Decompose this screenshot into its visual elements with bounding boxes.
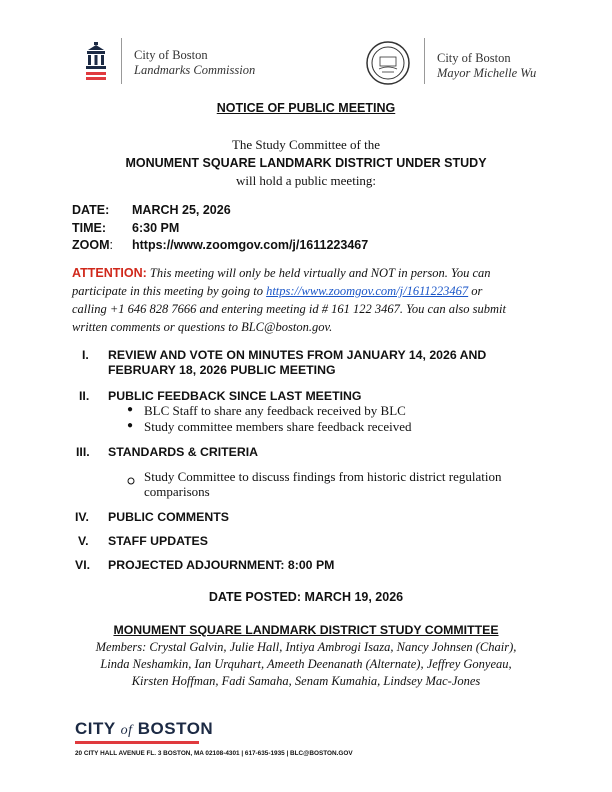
right-org-line2: Mayor Michelle Wu [437, 66, 537, 80]
date-row [72, 203, 231, 217]
district-name: MONUMENT SQUARE LANDMARK DISTRICT UNDER STUDY [125, 156, 487, 170]
sub-item [144, 469, 501, 499]
hollow-bullet-icon [127, 472, 135, 490]
zoom-row [72, 238, 368, 252]
time-value: 6:30 PM [132, 221, 180, 235]
zoom-url[interactable]: https://www.zoomgov.com/j/1611223467 [132, 238, 369, 252]
bullet-item: Study committee members share feedback received [144, 419, 412, 434]
agenda-num: IV. [75, 510, 89, 524]
left-org-line2: Landmarks Commission [134, 63, 256, 77]
time-label: TIME: [72, 221, 107, 235]
agenda-item-4 [72, 510, 542, 526]
agenda-text: PROJECTED ADJOURNMENT: 8:00 PM [108, 558, 335, 572]
date-posted: DATE POSTED: MARCH 19, 2026 [208, 590, 404, 604]
sub-item-line1: Study Committee to discuss findings from historic district regulation [144, 469, 502, 484]
agenda-item-6 [72, 558, 542, 574]
agenda-text: PUBLIC FEEDBACK SINCE LAST MEETING [108, 389, 362, 403]
city-seal-icon [366, 41, 410, 85]
agenda-item-1 [72, 348, 542, 380]
agenda-text: STAFF UPDATES [108, 534, 208, 548]
time-row [72, 221, 179, 235]
bullet-dot-icon: ● [127, 420, 134, 431]
intro-line3: will hold a public meeting: [235, 173, 377, 188]
members-line2: Linda Neshamkin, Ian Urquhart, Ameeth Deenanath (Alternate), Jeffrey Gonyeau, [100, 657, 512, 671]
committee-title: MONUMENT SQUARE LANDMARK DISTRICT STUDY COMMITTEE [113, 623, 499, 637]
attention-text1: This meeting will only be held virtually and NOT in person. You can [146, 266, 491, 280]
intro-line1: The Study Committee of the [231, 137, 381, 152]
notice-title: NOTICE OF PUBLIC MEETING [216, 101, 396, 115]
attention-text2: participate in this meeting by going to [72, 284, 267, 298]
agenda-text: REVIEW AND VOTE ON MINUTES FROM JANUARY 14, 2026 AND [108, 348, 487, 362]
footer-address: 20 CITY HALL AVENUE FL. 3 BOSTON, MA 02108-4301 | 617-635-1935 | BLC@BOSTON.GOV [75, 750, 353, 757]
agenda-num: I. [82, 348, 89, 362]
logo-boston: BOSTON [137, 719, 214, 738]
agenda-item-5 [72, 534, 542, 550]
zoom-label: ZOOM [72, 238, 110, 252]
left-org-name [134, 48, 255, 78]
committee-members [0, 639, 612, 690]
agenda-num: V. [78, 534, 89, 548]
intro-block [0, 136, 612, 190]
right-org-name [437, 51, 536, 81]
members-line1: Members: Crystal Galvin, Julie Hall, Intiya Ambrogi Isaza, Nancy Johnsen (Chair), [95, 640, 517, 654]
sub-item-line2: comparisons [144, 484, 210, 499]
attention-text3: or [468, 284, 483, 298]
date-label: DATE: [72, 203, 110, 217]
date-value: MARCH 25, 2026 [132, 203, 231, 217]
logo-city: CITY [75, 719, 116, 738]
logo-underline [75, 741, 199, 744]
city-of-boston-logo [75, 719, 213, 739]
attention-text4: calling +1 646 828 7666 and entering meeting id # 161 122 3467. You can also submit [72, 302, 507, 316]
members-line3: Kirsten Hoffman, Fadi Samaha, Senam Kumahia, Lindsey Mac-Jones [131, 674, 481, 688]
zoom-colon: : [109, 238, 113, 252]
logo-of: of [120, 723, 133, 738]
landmarks-logo-icon [84, 42, 108, 82]
attention-paragraph [72, 264, 552, 336]
agenda-text-cont: FEBRUARY 18, 2026 PUBLIC MEETING [108, 363, 336, 377]
bullet-item: BLC Staff to share any feedback received by BLC [144, 403, 406, 418]
agenda-num: II. [79, 389, 90, 403]
left-org-line1: City of Boston [134, 48, 208, 62]
attention-label: ATTENTION: [72, 266, 147, 280]
agenda-text: PUBLIC COMMENTS [108, 510, 229, 524]
agenda-text: STANDARDS & CRITERIA [108, 445, 259, 459]
agenda-item-3 [72, 445, 542, 461]
zoom-link[interactable]: https://www.zoomgov.com/j/1611223467 [266, 284, 469, 298]
attention-text5: written comments or questions to BLC@boston.gov. [72, 320, 333, 334]
bullet-dot-icon: ● [127, 404, 134, 415]
agenda-num: VI. [75, 558, 91, 572]
agenda-num: III. [76, 445, 90, 459]
right-org-line1: City of Boston [437, 51, 511, 65]
